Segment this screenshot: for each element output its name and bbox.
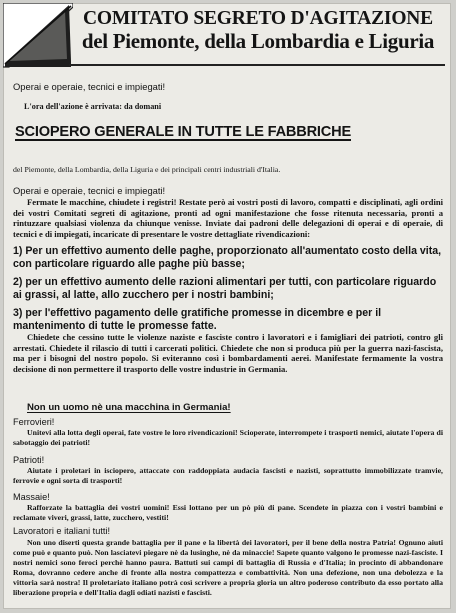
paragraph-instructions: Fermate le macchine, chiudete i registri! Restate però ai vostri posti di lavoro, compatti e disciplinati, agli ordini dei vostri Comitati segreti di agitazione, pronti ad ogni manifestazione che fosse ritenuta necessaria, pronti a rintuzzare qualsiasi violenza da chiunque venisse. Inviate dai padroni delle delegazioni di operai e di operaie, di tecnici e di impiegati, incaricate di presentare le vostre dettagliate rivendicazioni: xyxy=(13,197,443,239)
section-title: Patrioti! xyxy=(13,455,45,465)
demand-item: 3) per l'effettivo pagamento delle gratifiche promesse in dicembre e per il mantenimento di tutte le promesse fatte. xyxy=(13,307,382,332)
header-divider xyxy=(69,64,445,66)
subhead: del Piemonte, della Lombardia, della Liguria e dei principali centri industriali d'Italia. xyxy=(13,165,281,174)
intro-line: L'ora dell'azione è arrivata: da domani xyxy=(24,102,162,111)
headline: SCIOPERO GENERALE IN TUTTE LE FABBRICHE xyxy=(15,124,351,140)
header-title-line1: COMITATO SEGRETO D'AGITAZIONE xyxy=(83,8,433,29)
greeting: Operai e operaie, tecnici e impiegati! xyxy=(13,81,166,92)
slogan: Non un uomo nè una macchina in Germania! xyxy=(27,402,231,413)
section-body: Rafforzate la battaglia dei vostri uomini! Essi lottano per un pò più di pane. Scendete in piazza con i vostri bambini e reclamate viveri, grassi, latte, zucchero, vestiti! xyxy=(13,503,443,522)
section-body: Non uno diserti questa grande battaglia per il pane e la libertà dei lavoratori, per il bene della nostra Patria! Ognuno aiuti come può e quanto può. Non lasciatevi piegare nè da lusinghe, nè da minaccie! Sapete quanto valgono le promesse nazi-fasciste. I nostri nemici sono feroci perchè hanno paura. Battuti sui campi di battaglia di Russia e d'Italia; in procinto di abbandonare Roma, dovranno cedere anche di fronte alla nostra compattezza e combattività. Non una defezione, non una debolezza e la vittoria sarà nostra! Il proletariato italiano potrà così scrivere a propria gloria un altro poderoso contributo da esso portato alla liberazione propria e dell'Italia dagli odiati nazisti e fascisti. xyxy=(13,538,443,597)
demand-item: 2) per un effettivo aumento delle razioni alimentari per tutti, con particolare riguardo ai grassi, al latte, allo zucchero per i nostri bambini; xyxy=(13,276,437,301)
greeting-repeat: Operai e operaie, tecnici e impiegati! xyxy=(13,185,166,196)
section-title: Ferrovieri! xyxy=(13,417,55,427)
demand-item: 1) Per un effettivo aumento delle paghe, proporzionato all'aumentato costo della vita, con particolare riguardo alle paghe più basse; xyxy=(13,245,442,270)
folded-corner-graphic xyxy=(3,3,73,69)
leaflet-page xyxy=(3,3,451,609)
section-title: Massaie! xyxy=(13,492,50,502)
paragraph-demands-extra: Chiedete che cessino tutte le violenze naziste e fasciste contro i lavoratori e i famigliari dei patrioti, contro gli arrestati. Chiedete il rilascio di tutti i carcerati politici. Chiedete che non si produca più per la guerra nazi-fascista, ma per i bisogni del nostro popolo. Si eviteranno così i bombardamenti aerei. Manifestate fermamente la vostra decisione di non permettere il trasporto delle vostre industrie in Germania. xyxy=(13,332,443,374)
header-title xyxy=(73,9,443,52)
section-title: Lavoratori e italiani tutti! xyxy=(13,526,111,536)
section-body: Aiutate i proletari in isciopero, attaccate con raddoppiata audacia fascisti e nazisti, soprattutto immobilizzate tramvie, ferrovie e ogni sorta di trasporti! xyxy=(13,466,443,485)
header-title-line2: del Piemonte, della Lombardia e Liguria xyxy=(81,28,435,53)
section-body: Unitevi alla lotta degli operai, fate vostre le loro rivendicazioni! Scioperate, interrompete i trasporti nemici, aiutate l'opera di sabotaggio dei patrioti! xyxy=(13,428,443,447)
